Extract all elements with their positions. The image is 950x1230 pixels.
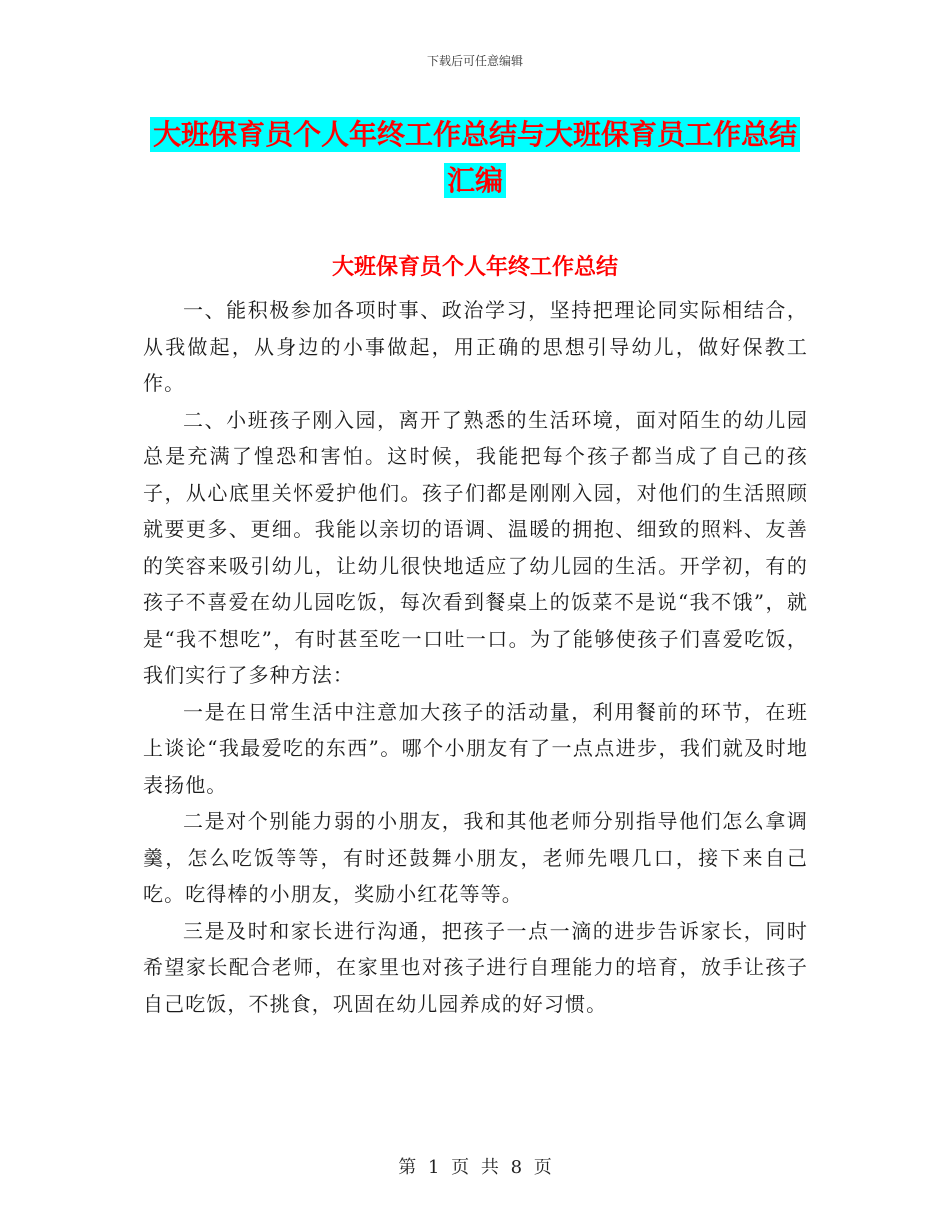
paragraph: 一、能积极参加各项时事、政治学习，坚持把理论同实际相结合，从我做起，从身边的小事做起，用正确的思想引导幼儿，做好保教工作。: [143, 298, 808, 395]
paragraph: 二是对个别能力弱的小朋友，我和其他老师分别指导他们怎么拿调羹，怎么吃饭等等，有时还鼓舞小朋友，老师先喂几口，接下来自己吃。吃得棒的小朋友，奖励小红花等等。: [143, 809, 808, 906]
paragraph: 二、小班孩子刚入园，离开了熟悉的生活环境，面对陌生的幼儿园总是充满了惶恐和害怕。这时候，我能把每个孩子都当成了自己的孩子，从心底里关怀爱护他们。孩子们都是刚刚入园，对他们的生活照顾就要更多、更细。我能以亲切的语调、温暖的拥抱、细致的照料、友善的笑容来吸引幼儿，让幼儿很快地适应了幼儿园的生活。开学初，有的孩子不喜爱在幼儿园吃饭，每次看到餐桌上的饭菜不是说“我不饿”，就是“我不想吃”，有时甚至吃一口吐一口。为了能够使孩子们喜爱吃饭，我们实行了多种方法：: [143, 407, 808, 687]
page-header-note: 下载后可任意编辑: [426, 54, 523, 68]
document-title-line-2: 汇编: [444, 163, 506, 198]
paragraph: 一是在日常生活中注意加大孩子的活动量，利用餐前的环节，在班上谈论“我最爱吃的东西”。哪个小朋友有了一点点进步，我们就及时地表扬他。: [143, 699, 808, 797]
document-title-line-1: 大班保育员个人年终工作总结与大班保育员工作总结: [150, 117, 800, 152]
page-number-footer: 第 1 页 共 8 页: [398, 1157, 552, 1178]
document-body: [143, 292, 808, 1022]
document-title: [150, 112, 800, 204]
section-title: 大班保育员个人年终工作总结: [331, 255, 618, 280]
paragraph: 三是及时和家长进行沟通，把孩子一点一滴的进步告诉家长，同时希望家长配合老师，在家里也对孩子进行自理能力的培育，放手让孩子自己吃饭，不挑食，巩固在幼儿园养成的好习惯。: [143, 918, 808, 1016]
